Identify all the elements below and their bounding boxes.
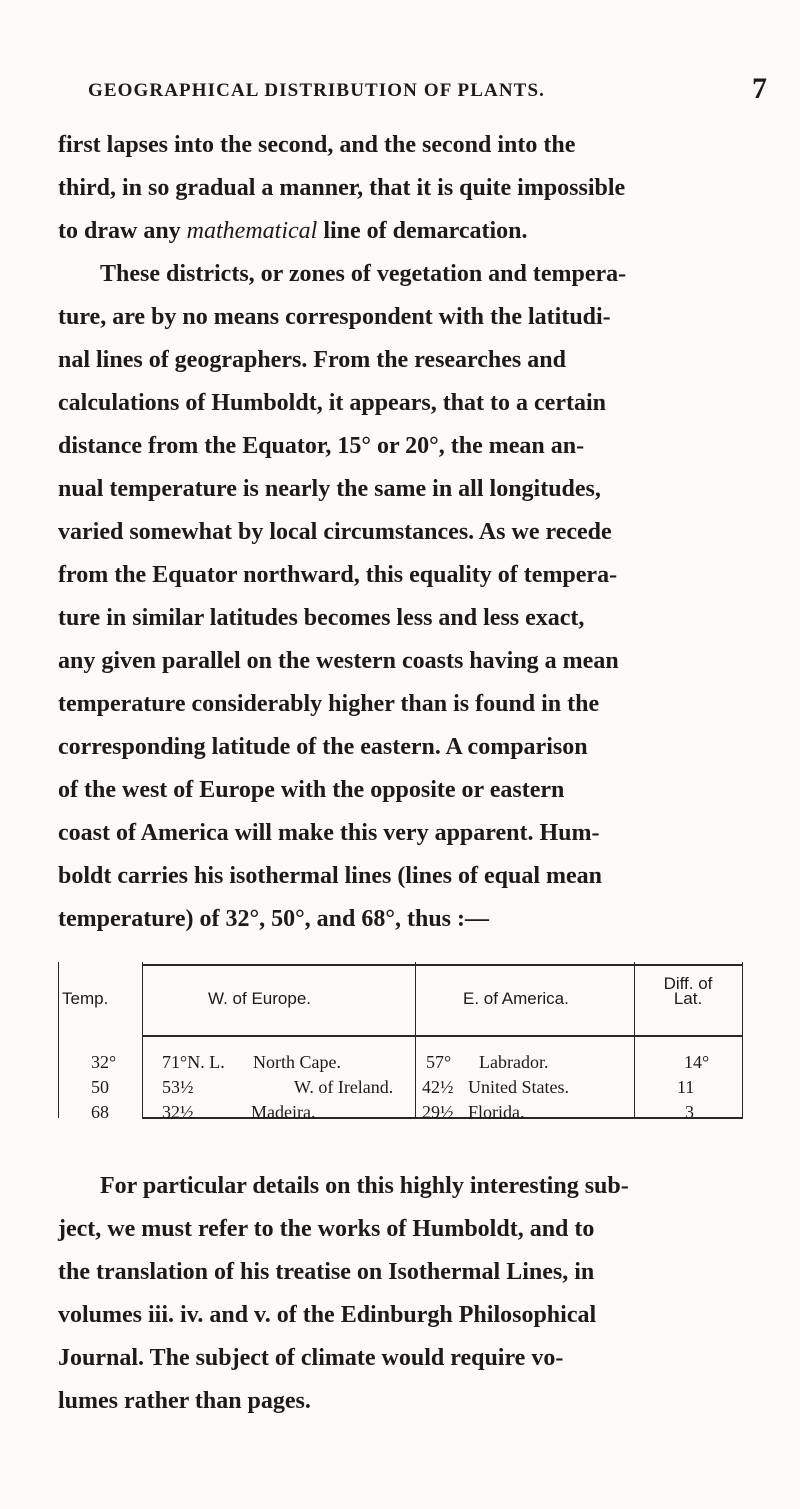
body-line: nal lines of geographers. From the researches and	[58, 347, 566, 373]
table-cell-america-place: United States.	[468, 1077, 569, 1097]
table-cell-europe-lat: 71°N. L.	[162, 1052, 225, 1072]
body-line-prefix: to draw any	[58, 218, 187, 244]
table-column-divider	[415, 962, 416, 1118]
table-header-temp: Temp.	[62, 989, 109, 1008]
body-line: boldt carries his isothermal lines (lines of equal mean	[58, 863, 602, 889]
isothermal-table	[58, 962, 743, 1122]
body-line: varied somewhat by local circumstances. As we recede	[58, 519, 612, 545]
body-line-suffix: line of demarcation.	[317, 218, 528, 244]
closing-line: the translation of his treatise on Isothermal Lines, in	[58, 1259, 595, 1285]
body-line	[58, 219, 764, 243]
closing-line: ject, we must refer to the works of Humboldt, and to	[58, 1216, 595, 1242]
table-cell-europe-place: North Cape.	[253, 1052, 341, 1072]
italic-word: mathematical	[186, 218, 318, 244]
running-head: GEOGRAPHICAL DISTRIBUTION OF PLANTS.	[88, 80, 545, 101]
body-line: distance from the Equator, 15° or 20°, the mean an-	[58, 433, 585, 459]
table-cell-america-lat: 42½	[422, 1077, 454, 1097]
body-line: calculations of Humboldt, it appears, that to a certain	[58, 390, 606, 416]
table-cell-europe-place: Madeira.	[251, 1102, 316, 1122]
table-cell-europe-lat: 32½	[162, 1102, 194, 1122]
table-cell-america-lat: 57°	[426, 1052, 452, 1072]
table-header-diff: Diff. of Lat.	[663, 974, 713, 1008]
table-cell-temp: 68	[91, 1102, 109, 1122]
table-column-divider	[142, 962, 143, 1118]
body-line: third, in so gradual a manner, that it is quite impossible	[58, 175, 626, 201]
table-column-divider	[634, 962, 635, 1118]
table-cell-europe-lat: 53½	[162, 1077, 194, 1097]
table-cell-america-lat: 29½	[422, 1102, 454, 1122]
body-line: temperature considerably higher than is found in the	[58, 691, 600, 717]
body-line: coast of America will make this very apparent. Hum-	[58, 820, 600, 846]
body-line: ture, are by no means correspondent with the latitudi-	[58, 304, 611, 330]
closing-line: lumes rather than pages.	[58, 1388, 311, 1414]
table-header-rule	[142, 1035, 743, 1037]
body-line: any given parallel on the western coasts having a mean	[58, 648, 619, 674]
paragraph-first-line: These districts, or zones of vegetation and tempera-	[100, 261, 627, 287]
table-cell-america-place: Labrador.	[479, 1052, 549, 1072]
table-border-right	[742, 962, 743, 1118]
table-cell-diff: 11	[677, 1077, 695, 1097]
body-line: corresponding latitude of the eastern. A comparison	[58, 734, 588, 760]
body-line: nual temperature is nearly the same in all longitudes,	[58, 476, 601, 502]
table-cell-temp: 32°	[91, 1052, 117, 1072]
body-line: ture in similar latitudes becomes less and less exact,	[58, 605, 585, 631]
closing-paragraph-first-line: For particular details on this highly interesting sub-	[100, 1173, 629, 1199]
body-line: first lapses into the second, and the second into the	[58, 132, 576, 158]
table-cell-diff: 14°	[684, 1052, 710, 1072]
table-header-europe: W. of Europe.	[208, 989, 311, 1008]
page-number: 7	[752, 72, 767, 105]
table-cell-temp: 50	[91, 1077, 109, 1097]
body-line: of the west of Europe with the opposite or eastern	[58, 777, 565, 803]
closing-line: volumes iii. iv. and v. of the Edinburgh Philosophical	[58, 1302, 597, 1328]
table-cell-america-place: Florida.	[468, 1102, 525, 1122]
closing-line: Journal. The subject of climate would require vo-	[58, 1345, 564, 1371]
table-border-left	[58, 962, 59, 1118]
table-top-rule	[142, 964, 743, 966]
table-header-america: E. of America.	[463, 989, 569, 1008]
table-cell-europe-place: W. of Ireland.	[294, 1077, 394, 1097]
body-line: from the Equator northward, this equality of tempera-	[58, 562, 618, 588]
table-cell-diff: 3	[685, 1102, 694, 1122]
body-line: temperature) of 32°, 50°, and 68°, thus :—	[58, 906, 489, 932]
